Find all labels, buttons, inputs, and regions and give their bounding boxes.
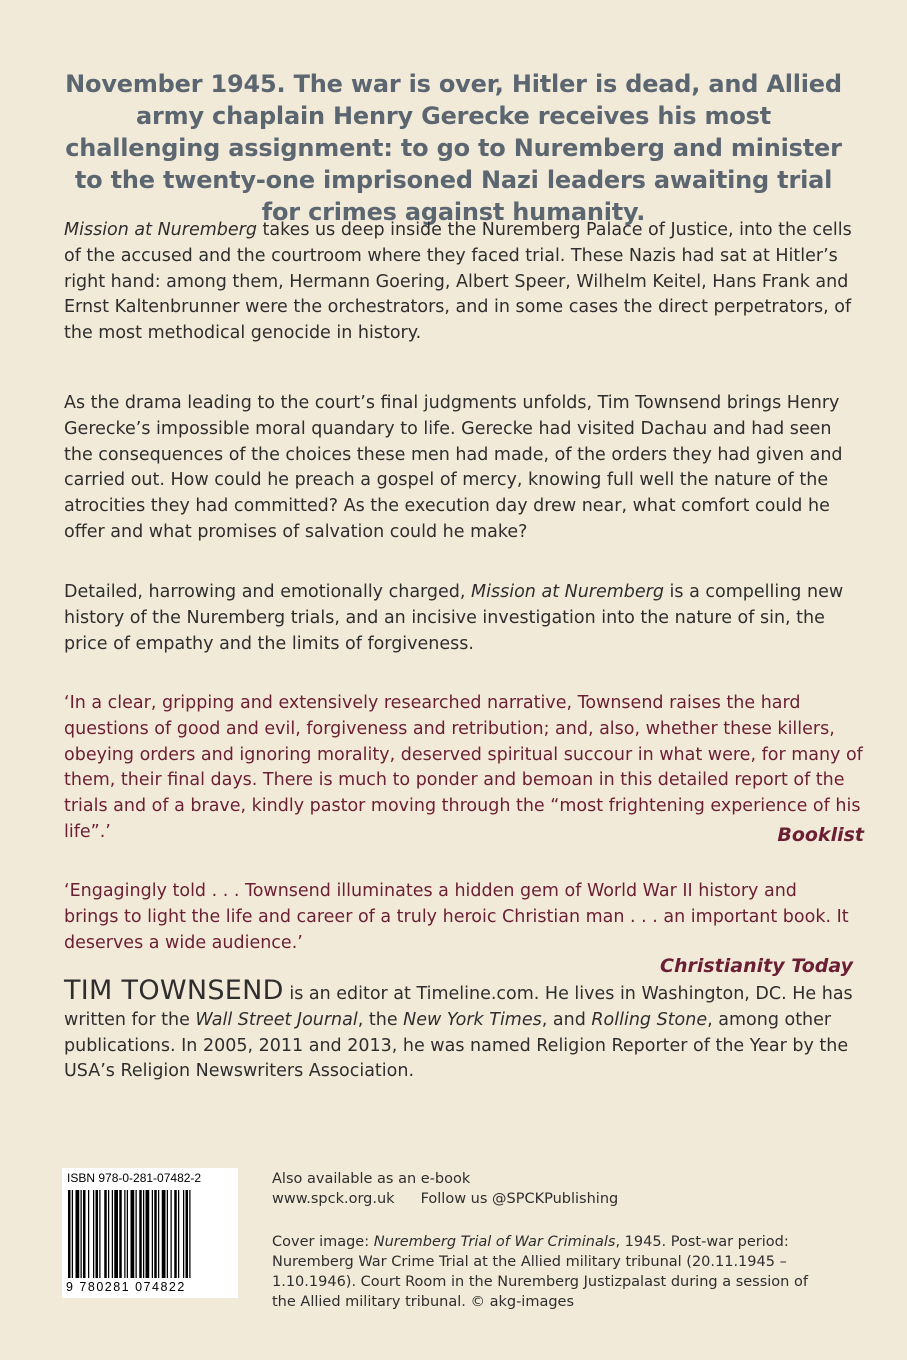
cover-credit: [272, 1232, 832, 1312]
barcode-bar: [104, 1190, 107, 1278]
barcode-bar: [88, 1190, 89, 1278]
barcode-bar: [146, 1190, 150, 1278]
isbn-label: ISBN 978-0-281-07482-2: [67, 1171, 202, 1185]
synopsis-text: is a compelling new history of the Nuremberg trials, and an incisive investigation into the nature of sin, the price of empathy and the limits of forgiveness.: [64, 582, 844, 654]
barcode-bar: [189, 1190, 190, 1278]
barcode-bar: [108, 1190, 109, 1278]
social-follow: Follow us @SPCKPublishing: [420, 1191, 619, 1207]
review-source-christianity-today: Christianity Today: [660, 955, 853, 977]
cover-credit-label: Cover image:: [272, 1234, 374, 1250]
barcode-bar: [139, 1190, 142, 1278]
publication-name: Wall Street Journal: [195, 1009, 358, 1030]
barcode-bars: [68, 1190, 232, 1278]
review-quote-booklist: ‘In a clear, gripping and extensively researched narrative, Townsend raises the hard questions of good and evil, forgiveness and retribution; and, also, whether these killers, obeying orders and ignoring morality, deserved spiritual succour in what were, for many of them, their final days. There is much to ponder and bemoan in this detailed report of the trials and of a brave, kindly pastor moving through the “most frightening experience of his life”.’: [64, 693, 863, 842]
barcode-bar: [114, 1190, 118, 1278]
book-title: Mission at Nuremberg: [64, 220, 257, 240]
barcode-bar: [183, 1190, 184, 1278]
synopsis-text: Detailed, harrowing and emotionally charged,: [64, 582, 472, 602]
barcode-bar: [119, 1190, 122, 1278]
publication-name: New York Times: [403, 1009, 542, 1030]
barcode-bar: [81, 1190, 82, 1278]
barcode-bar: [143, 1190, 144, 1278]
author-bio: [64, 975, 864, 1085]
synopsis-paragraph-3: [64, 580, 854, 657]
barcode-bar: [83, 1190, 86, 1278]
headline: November 1945. The war is over, Hitler is dead, and Allied army chaplain Henry Gerecke receives his most challenging assignment: to go to Nuremberg and minister to the twenty-one imprisoned Nazi leaders awaiting trial for crimes against humanity.: [65, 70, 842, 226]
synopsis-paragraph-1: [64, 218, 854, 347]
barcode-bar: [174, 1190, 177, 1278]
cover-credit-text: , 1945. Post-war period: Nuremberg War Crime Trial at the Allied military tribunal (20.11.1945 – 1.10.1946). Court Room in the Nuremberg Justizpalast during a session of the Allied military tribunal. © akg-images: [272, 1234, 808, 1310]
barcode-bar: [124, 1190, 125, 1278]
review-quote-christianity-today: ‘Engagingly told . . . Townsend illuminates a hidden gem of World War II history and brings to light the life and career of a truly heroic Christian man . . . an important book. It deserves a wide audience.’: [64, 881, 849, 953]
barcode-bar: [112, 1190, 113, 1278]
book-title: Mission at Nuremberg: [471, 582, 664, 602]
cover-title: Nuremberg Trial of War Criminals: [373, 1234, 616, 1250]
barcode-bar: [186, 1190, 189, 1278]
barcode-bar: [167, 1190, 168, 1278]
barcode-bar: [72, 1190, 73, 1278]
publication-name: Rolling Stone: [591, 1009, 708, 1030]
links-row: [272, 1189, 832, 1209]
review-source-booklist: Booklist: [777, 824, 864, 846]
author-bio-text: , among other publications. In 2005, 2011 and 2013, he was named Religion Reporter of the Year by the USA’s Religion Newswriters Association.: [64, 1009, 849, 1082]
synopsis-text: takes us deep inside the Nuremberg Palace of Justice, into the cells of the accused and the courtroom where they faced trial. These Nazis had sat at Hitler’s right hand: among them, Hermann Goering, Albert Speer, Wilhelm Keitel, Hans Frank and Ernst Kaltenbrunner were the orchestrators, and in some cases the direct perpetrators, of the most methodical genocide in history.: [64, 220, 852, 344]
barcode-bar: [127, 1190, 128, 1278]
barcode-bar: [96, 1190, 99, 1278]
barcode-bar: [136, 1190, 137, 1278]
barcode-bar: [162, 1190, 166, 1278]
author-bio-text: is an editor at Timeline.com. He lives in Washington, DC. He has written for the: [64, 984, 853, 1030]
barcode-bar: [158, 1190, 159, 1278]
author-bio-text: , the: [357, 1009, 404, 1030]
author-name: TIM TOWNSEND: [64, 975, 284, 1006]
synopsis-paragraph-2: As the drama leading to the court’s final judgments unfolds, Tim Townsend brings Henry Gerecke’s impossible moral quandary to life. Gerecke had visited Dachau and had seen the consequences of the choices these men had made, of the orders they had given and carried out. How could he preach a gospel of mercy, knowing full well the nature of the atrocities they had committed? As the execution day drew near, what comfort could he offer and what promises of salvation could he make?: [64, 393, 843, 542]
ebook-note: Also available as an e-book: [272, 1171, 471, 1187]
barcode-bar: [152, 1190, 153, 1278]
barcode-bar: [131, 1190, 135, 1278]
website-link[interactable]: www.spck.org.uk: [272, 1191, 395, 1207]
barcode: [62, 1168, 238, 1298]
barcode-bar: [76, 1190, 80, 1278]
barcode-number: 9 780281 074822: [66, 1280, 186, 1294]
barcode-bar: [171, 1190, 172, 1278]
barcode-bar: [178, 1190, 179, 1278]
barcode-bar: [154, 1190, 157, 1278]
barcode-bar: [93, 1190, 94, 1278]
barcode-bar: [68, 1190, 71, 1278]
author-bio-text: , and: [541, 1009, 592, 1030]
barcode-bar: [99, 1190, 100, 1278]
